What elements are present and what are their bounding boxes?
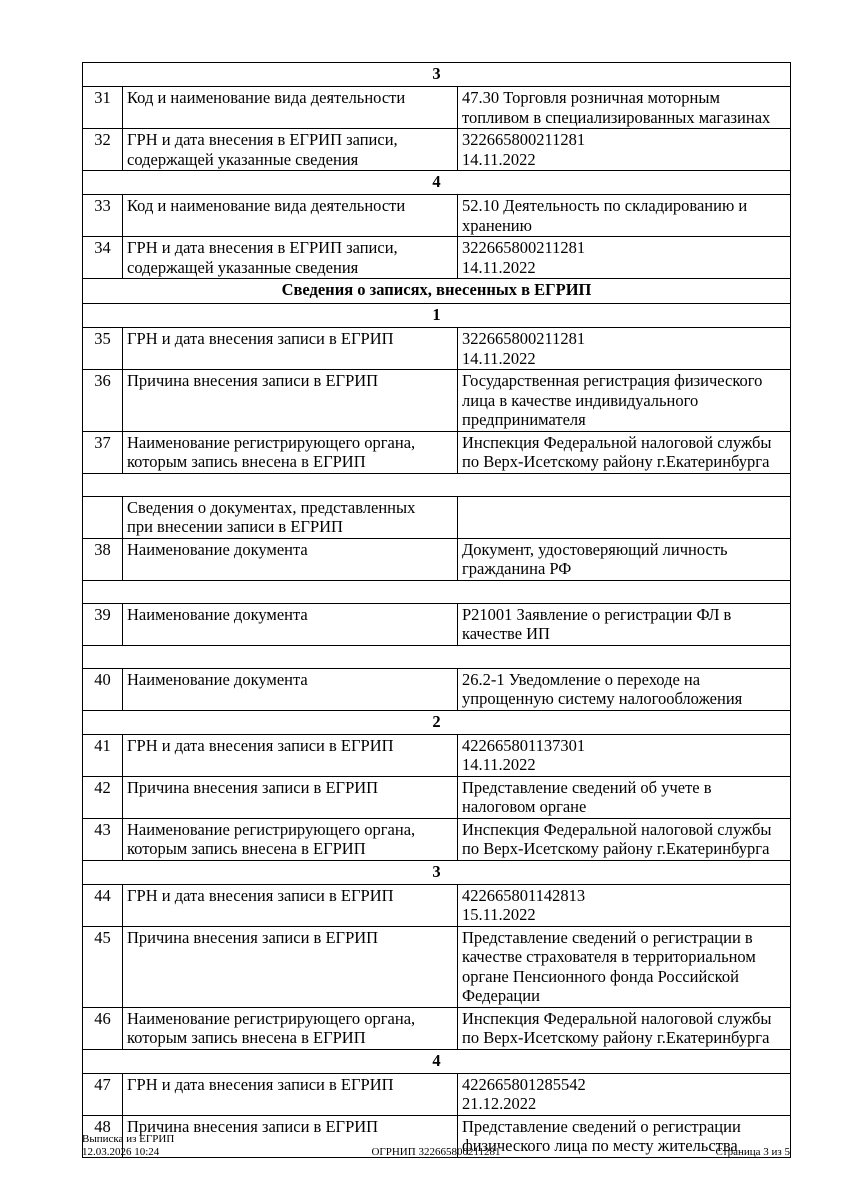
- group-number-row: [83, 860, 791, 884]
- cell-text-line: ГРН и дата внесения в ЕГРИП записи,: [127, 238, 398, 257]
- row-number: 38: [83, 538, 123, 580]
- cell-text-line: ГРН и дата внесения записи в ЕГРИП: [127, 329, 394, 348]
- cell-text-line: 47.30 Торговля розничная моторным: [462, 88, 720, 107]
- group-number: 4: [83, 171, 791, 195]
- cell-text-line: 14.11.2022: [462, 348, 536, 368]
- row-label: [123, 668, 458, 710]
- cell-text-line: качестве страхователя в территориальном: [462, 947, 756, 966]
- cell-text-line: Представление сведений о регистрации в: [462, 927, 753, 947]
- group-number: 1: [83, 304, 791, 328]
- row-number: 31: [83, 87, 123, 129]
- row-label: [123, 328, 458, 370]
- cell-text-line: 15.11.2022: [462, 905, 536, 924]
- group-number-row: [83, 1049, 791, 1073]
- row-value: [458, 926, 791, 1007]
- cell-text-line: качестве ИП: [462, 624, 550, 643]
- cell-text-line: лица в качестве индивидуального: [462, 390, 699, 410]
- table-row: [83, 129, 791, 171]
- table-row: [83, 496, 791, 538]
- row-label: [123, 370, 458, 432]
- cell-text-line: при внесении записи в ЕГРИП: [127, 517, 343, 536]
- row-value: [458, 237, 791, 279]
- table-row: [83, 818, 791, 860]
- row-value: [458, 884, 791, 926]
- cell-text-line: Государственная регистрация физического: [462, 371, 763, 390]
- row-number: 48: [83, 1115, 123, 1157]
- cell-text-line: Инспекция Федеральной налоговой службы: [462, 819, 772, 839]
- row-number: 39: [83, 603, 123, 645]
- cell-text-line: Причина внесения записи в ЕГРИП: [127, 927, 379, 947]
- row-number: 41: [83, 734, 123, 776]
- cell-text-line: 26.2-1 Уведомление о переходе на: [462, 669, 701, 689]
- row-value: [458, 328, 791, 370]
- row-value: [458, 603, 791, 645]
- table-row: [83, 195, 791, 237]
- row-label: [123, 538, 458, 580]
- row-value: [458, 195, 791, 237]
- row-number: 35: [83, 328, 123, 370]
- cell-text-line: Представление сведений о регистрации: [462, 1116, 741, 1136]
- cell-text-line: содержащей указанные сведения: [127, 149, 359, 169]
- cell-text-line: Представление сведений об учете в: [462, 777, 712, 797]
- group-number-row: [83, 171, 791, 195]
- table-row: [83, 538, 791, 580]
- row-number: 46: [83, 1007, 123, 1049]
- section-title-row: [83, 279, 791, 304]
- cell-text-line: по Верх-Исетскому району г.Екатеринбурга: [462, 839, 770, 858]
- group-number: 3: [83, 63, 791, 87]
- cell-text-line: Наименование документа: [127, 669, 308, 689]
- spacer-row: [83, 645, 791, 668]
- cell-text-line: Наименование регистрирующего органа,: [127, 432, 416, 452]
- cell-text-line: 322665800211281: [462, 130, 586, 149]
- cell-text-line: 21.12.2022: [462, 1094, 537, 1113]
- cell-text-line: по Верх-Исетскому району г.Екатеринбурга: [462, 1028, 770, 1047]
- cell-text-line: физического лица по месту жительства: [462, 1136, 738, 1155]
- row-label: [123, 603, 458, 645]
- row-label: [123, 1073, 458, 1115]
- cell-text-line: 14.11.2022: [462, 149, 536, 169]
- footer-page-number: Страница 3 из 5: [715, 1146, 790, 1158]
- row-number: 32: [83, 129, 123, 171]
- spacer-cell: [83, 473, 791, 496]
- row-label: [123, 884, 458, 926]
- cell-text-line: содержащей указанные сведения: [127, 257, 359, 277]
- group-number-row: [83, 304, 791, 328]
- row-number: 36: [83, 370, 123, 432]
- section-title: Сведения о записях, внесенных в ЕГРИП: [83, 279, 791, 304]
- cell-text-line: органе Пенсионного фонда Российской: [462, 966, 739, 986]
- group-number: 4: [83, 1049, 791, 1073]
- row-number: 47: [83, 1073, 123, 1115]
- row-value: [458, 734, 791, 776]
- row-value: [458, 818, 791, 860]
- row-number: 40: [83, 668, 123, 710]
- row-number: 42: [83, 776, 123, 818]
- row-value: [458, 538, 791, 580]
- cell-text-line: 422665801137301: [462, 735, 586, 755]
- cell-text-line: Код и наименование вида деятельности: [127, 196, 406, 215]
- table-row: [83, 237, 791, 279]
- row-label: [123, 734, 458, 776]
- row-label: [123, 776, 458, 818]
- row-value: [458, 129, 791, 171]
- cell-text-line: ГРН и дата внесения записи в ЕГРИП: [127, 1074, 394, 1094]
- cell-text-line: Наименование регистрирующего органа,: [127, 1008, 416, 1028]
- group-number-row: [83, 63, 791, 87]
- cell-text-line: Инспекция Федеральной налоговой службы: [462, 432, 772, 452]
- table-row: [83, 926, 791, 1007]
- row-label: [123, 87, 458, 129]
- cell-text-line: ГРН и дата внесения записи в ЕГРИП: [127, 885, 394, 905]
- table-row: [83, 734, 791, 776]
- group-number: 3: [83, 860, 791, 884]
- row-value: [458, 1007, 791, 1049]
- row-value: [458, 496, 791, 538]
- spacer-row: [83, 580, 791, 603]
- cell-text-line: Причина внесения записи в ЕГРИП: [127, 777, 379, 797]
- row-value: [458, 1073, 791, 1115]
- cell-text-line: ГРН и дата внесения в ЕГРИП записи,: [127, 130, 398, 149]
- table-row: [83, 431, 791, 473]
- row-label: [123, 129, 458, 171]
- cell-text-line: 14.11.2022: [462, 755, 536, 774]
- cell-text-line: Причина внесения записи в ЕГРИП: [127, 371, 379, 390]
- row-label: [123, 926, 458, 1007]
- spacer-cell: [83, 580, 791, 603]
- cell-text-line: 14.11.2022: [462, 257, 536, 277]
- cell-text-line: Наименование документа: [127, 604, 308, 624]
- cell-text-line: ГРН и дата внесения записи в ЕГРИП: [127, 735, 394, 755]
- group-number: 2: [83, 710, 791, 734]
- row-label: [123, 1007, 458, 1049]
- cell-text-line: упрощенную систему налогообложения: [462, 689, 743, 708]
- cell-text-line: 322665800211281: [462, 238, 586, 257]
- row-label: [123, 818, 458, 860]
- cell-text-line: налоговом органе: [462, 797, 587, 816]
- cell-text-line: Р21001 Заявление о регистрации ФЛ в: [462, 604, 732, 624]
- row-label: [123, 496, 458, 538]
- cell-text-line: Причина внесения записи в ЕГРИП: [127, 1116, 379, 1136]
- cell-text-line: Сведения о документах, представленных: [127, 497, 416, 517]
- egrip-records-table: [82, 62, 791, 1158]
- cell-text-line: которым запись внесена в ЕГРИП: [127, 452, 366, 471]
- page-footer: [82, 1133, 790, 1163]
- cell-text-line: топливом в специализированных магазинах: [462, 107, 771, 127]
- cell-text-line: 52.10 Деятельность по складированию и: [462, 196, 748, 215]
- row-label: [123, 195, 458, 237]
- cell-text-line: которым запись внесена в ЕГРИП: [127, 1028, 366, 1047]
- cell-text-line: Наименование документа: [127, 539, 308, 559]
- row-number: [83, 496, 123, 538]
- row-value: [458, 668, 791, 710]
- footer-doc-title: Выписка из ЕГРИП: [82, 1133, 175, 1145]
- footer-ogrnip: ОГРНИП 322665800211281: [371, 1146, 501, 1158]
- footer-datetime: 12.03.2026 10:24: [82, 1146, 160, 1158]
- row-value: [458, 370, 791, 432]
- table-row: [83, 776, 791, 818]
- row-value: [458, 431, 791, 473]
- cell-text-line: 422665801285542: [462, 1074, 586, 1094]
- cell-text-line: хранению: [462, 215, 532, 235]
- cell-text-line: Документ, удостоверяющий личность: [462, 539, 728, 559]
- cell-text-line: Наименование регистрирующего органа,: [127, 819, 416, 839]
- row-number: 43: [83, 818, 123, 860]
- row-value: [458, 87, 791, 129]
- row-number: 45: [83, 926, 123, 1007]
- row-number: 44: [83, 884, 123, 926]
- cell-text-line: которым запись внесена в ЕГРИП: [127, 839, 366, 858]
- row-value: [458, 776, 791, 818]
- table-row: [83, 87, 791, 129]
- egrip-table-body: [83, 63, 791, 1158]
- table-row: [83, 668, 791, 710]
- spacer-cell: [83, 645, 791, 668]
- cell-text-line: гражданина РФ: [462, 559, 572, 578]
- cell-text-line: 322665800211281: [462, 329, 586, 348]
- cell-text-line: 422665801142813: [462, 885, 586, 905]
- table-row: [83, 884, 791, 926]
- row-number: 34: [83, 237, 123, 279]
- cell-text-line: по Верх-Исетскому району г.Екатеринбурга: [462, 452, 770, 471]
- row-label: [123, 431, 458, 473]
- row-label: [123, 237, 458, 279]
- row-number: 37: [83, 431, 123, 473]
- cell-text-line: предпринимателя: [462, 410, 586, 429]
- cell-text-line: Код и наименование вида деятельности: [127, 88, 406, 107]
- table-row: [83, 328, 791, 370]
- group-number-row: [83, 710, 791, 734]
- table-row: [83, 1007, 791, 1049]
- table-row: [83, 1073, 791, 1115]
- spacer-row: [83, 473, 791, 496]
- table-row: [83, 603, 791, 645]
- row-number: 33: [83, 195, 123, 237]
- cell-text-line: Федерации: [462, 986, 540, 1005]
- cell-text-line: Инспекция Федеральной налоговой службы: [462, 1008, 772, 1028]
- table-row: [83, 370, 791, 432]
